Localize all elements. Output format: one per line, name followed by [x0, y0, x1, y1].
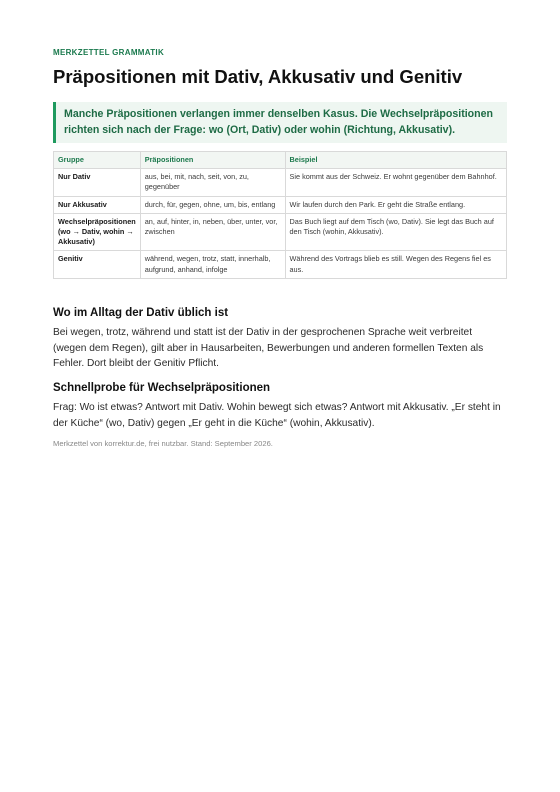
cell-example: Wir laufen durch den Park. Er geht die Straße entlang. — [285, 196, 507, 213]
footer-note: Merkzettel von korrektur.de, frei nutzbar. Stand: September 2026. — [53, 438, 273, 448]
table-row — [54, 251, 507, 278]
table-row — [54, 213, 507, 251]
column-header-group: Gruppe — [54, 151, 141, 168]
cell-example: Sie kommt aus der Schweiz. Er wohnt gegenüber dem Bahnhof. — [285, 169, 507, 196]
column-header-example: Beispiel — [285, 151, 507, 168]
preposition-table — [53, 151, 507, 279]
section-text-dativ-alltag: Bei wegen, trotz, während und statt ist der Dativ in der gesprochenen Sprache weit verbreitet (wegen dem Regen), gilt aber in Hausarbeiten, Bewerbungen und anderen formellen Texten als Fehler. Dort bleibt der Genitiv Pflicht. — [53, 326, 484, 370]
table-header-row — [54, 151, 507, 168]
info-callout: Manche Präpositionen verlangen immer denselben Kasus. Die Wechselpräpositionen richten sich nach der Frage: wo (Ort, Dativ) oder wohin (Richtung, Akkusativ). — [53, 102, 507, 143]
cell-example: Das Buch liegt auf dem Tisch (wo, Dativ). Sie legt das Buch auf den Tisch (wohin, Akkusativ). — [285, 213, 507, 251]
cell-prepositions: an, auf, hinter, in, neben, über, unter, vor, zwischen — [140, 213, 285, 251]
cell-prepositions: aus, bei, mit, nach, seit, von, zu, gegenüber — [140, 169, 285, 196]
section-heading-dativ-alltag: Wo im Alltag der Dativ üblich ist — [53, 306, 229, 319]
table-row — [54, 169, 507, 196]
cell-group: Wechselpräpositionen (wo → Dativ, wohin → Akkusativ) — [54, 213, 141, 251]
cell-group: Genitiv — [54, 251, 141, 278]
table-row — [54, 196, 507, 213]
column-header-prepositions: Präpositionen — [140, 151, 285, 168]
cell-prepositions: während, wegen, trotz, statt, innerhalb, aufgrund, anhand, infolge — [140, 251, 285, 278]
cell-prepositions: durch, für, gegen, ohne, um, bis, entlang — [140, 196, 285, 213]
page-title: Präpositionen mit Dativ, Akkusativ und Genitiv — [53, 66, 463, 87]
kicker-label: MERKZETTEL GRAMMATIK — [53, 48, 165, 57]
section-heading-schnellprobe: Schnellprobe für Wechselpräpositionen — [53, 382, 271, 395]
cell-example: Während des Vortrags blieb es still. Wegen des Regens fiel es aus. — [285, 251, 507, 278]
cell-group: Nur Dativ — [54, 169, 141, 196]
section-text-schnellprobe: Frag: Wo ist etwas? Antwort mit Dativ. Wohin bewegt sich etwas? Antwort mit Akkusativ. „Er steht in der Küche“ (wo, Dativ) gegen „Er geht in die Küche“ (wohin, Akkusativ). — [53, 402, 501, 429]
cell-group: Nur Akkusativ — [54, 196, 141, 213]
